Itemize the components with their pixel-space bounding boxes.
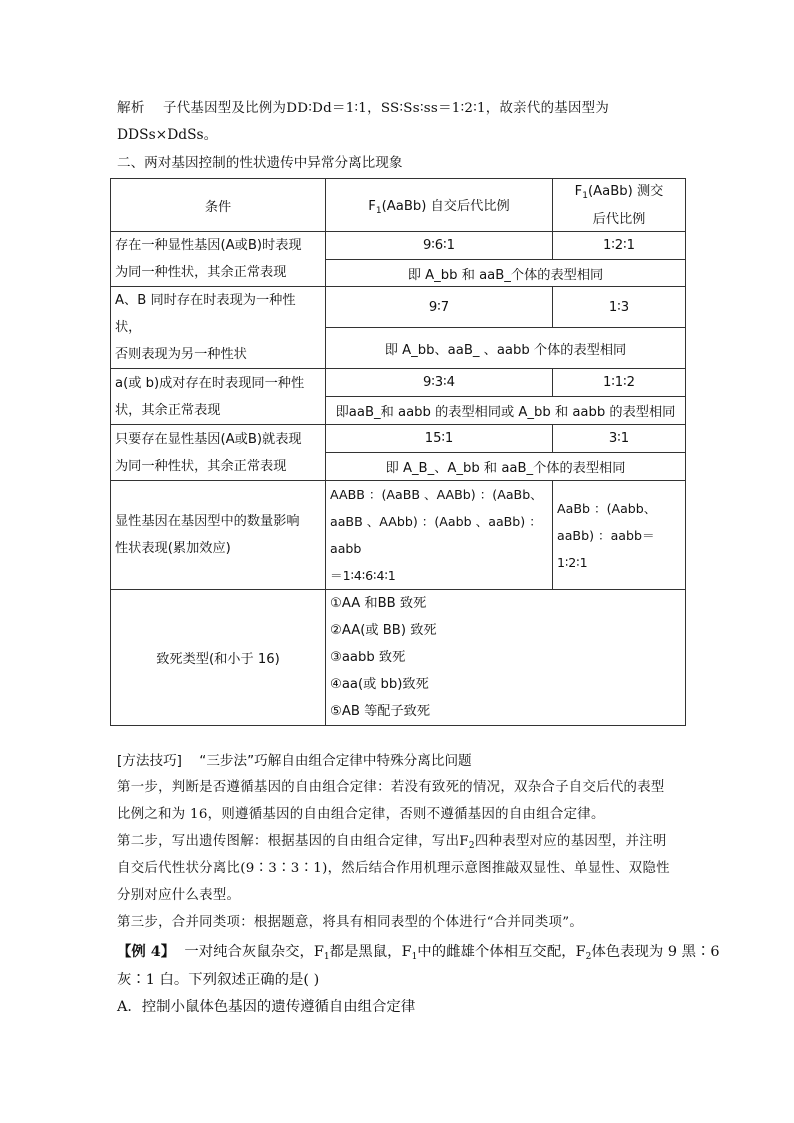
test-ratio-cell: 1∶2∶1	[553, 232, 686, 260]
example-line-1: 【例 4】 一对纯合灰鼠杂交，$F_1$都是黑鼠，$F_1$中的雌雄个体相互交配，$F_2$体色表现为 9 黑∶6	[117, 943, 720, 962]
table-row	[111, 369, 686, 397]
header-testcross: $F_1(AaBb)$ 测交 后代比例	[553, 179, 686, 232]
example-line-2: 灰∶1 白。下列叙述正确的是( )	[117, 972, 320, 988]
analysis-line-2: DDSs×DdSs。	[117, 127, 218, 143]
method-label: [方法技巧]	[117, 753, 182, 769]
analysis-label: 解析	[117, 100, 145, 116]
list-item: ⑤AB 等配子致死	[330, 704, 431, 719]
note-cell: 即aaB_和 aabb 的表型相同或 A_bb 和 aabb 的表型相同	[326, 397, 686, 425]
condition-cell: 只要存在显性基因(A或B)就表现 为同一种性状，其余正常表现	[111, 425, 326, 481]
self-ratio-cell: 9∶7	[326, 287, 553, 328]
method-step3: 第三步，合并同类项：根据题意，将具有相同表型的个体进行“合并同类项”。	[117, 915, 584, 930]
list-item: ②AA(或 BB) 致死	[330, 623, 437, 638]
test-ratio-cell: AaBb ：(Aabb、 aaBb) ：aabb＝ 1∶2∶1	[553, 481, 686, 590]
test-ratio-cell: 3∶1	[553, 425, 686, 453]
note-cell: 即 A_B_、A_bb 和 aaB_个体的表型相同	[326, 453, 686, 481]
section-title: 二、两对基因控制的性状遗传中异常分离比现象	[117, 155, 403, 171]
self-ratio-cell: 9∶6∶1	[326, 232, 553, 260]
self-ratio-cell: AABB ：(AaBB 、AABb) ：(AaBb、 aaBB 、AAbb) ：(Aabb 、aaBb) ：aabb ＝1∶4∶6∶4∶1	[326, 481, 553, 590]
self-ratio-cell: 15∶1	[326, 425, 553, 453]
method-step2-line2: 自交后代性状分离比(9∶3∶3∶1)，然后结合作用机理示意图推敲双显性、单显性、双隐性	[117, 861, 670, 876]
table-row	[111, 232, 686, 260]
condition-cell: 致死类型(和小于 16)	[111, 590, 326, 726]
self-ratio-cell: 9∶3∶4	[326, 369, 553, 397]
test-ratio-cell: 1∶1∶2	[553, 369, 686, 397]
method-step2-line1: 第二步，写出遗传图解：根据基因的自由组合定律，写出$F_2$四种表型对应的基因型，并注明	[117, 834, 667, 851]
condition-cell: 存在一种显性基因(A或B)时表现 为同一种性状，其余正常表现	[111, 232, 326, 287]
lethal-list-cell	[326, 590, 686, 726]
table-row	[111, 425, 686, 453]
table-row-additive	[111, 481, 686, 590]
list-item: ④aa(或 bb)致死	[330, 677, 429, 692]
analysis-line-1	[117, 96, 609, 116]
gene-ratio-table	[110, 178, 686, 726]
condition-cell: A、B 同时存在时表现为一种性状， 否则表现为另一种性状	[111, 287, 326, 369]
example-label: 【例 4】	[117, 943, 176, 960]
list-item: ①AA 和BB 致死	[330, 596, 427, 611]
header-selfcross: $F_1(AaBb)$ 自交后代比例	[326, 179, 553, 232]
list-item: ③aabb 致死	[330, 650, 406, 665]
condition-cell: 显性基因在基因型中的数量影响 性状表现(累加效应)	[111, 481, 326, 590]
option-a: A．控制小鼠体色基因的遗传遵循自由组合定律	[117, 999, 416, 1015]
method-step1-line1: 第一步，判断是否遵循基因的自由组合定律：若没有致死的情况，双杂合子自交后代的表型	[117, 780, 665, 795]
note-cell: 即 A_bb、aaB_ 、aabb 个体的表型相同	[326, 328, 686, 369]
table-header-row	[111, 179, 686, 232]
header-condition: 条件	[111, 179, 326, 232]
table-row-lethal	[111, 590, 686, 726]
method-step2-line3: 分别对应什么表型。	[117, 888, 241, 903]
method-step1-line2: 比例之和为 16，则遵循基因的自由组合定律，否则不遵循基因的自由组合定律。	[117, 807, 605, 822]
table-row	[111, 287, 686, 328]
analysis-text-1: 子代基因型及比例为DD∶Dd＝1∶1，SS∶Ss∶ss＝1∶2∶1，故亲代的基因型为	[163, 101, 610, 116]
condition-cell: a(或 b)成对存在时表现同一种性 状，其余正常表现	[111, 369, 326, 425]
test-ratio-cell: 1∶3	[553, 287, 686, 328]
method-title: “三步法”巧解自由组合定律中特殊分离比问题	[199, 753, 472, 769]
note-cell: 即 A_bb 和 aaB_个体的表型相同	[326, 260, 686, 287]
method-heading	[117, 749, 472, 769]
